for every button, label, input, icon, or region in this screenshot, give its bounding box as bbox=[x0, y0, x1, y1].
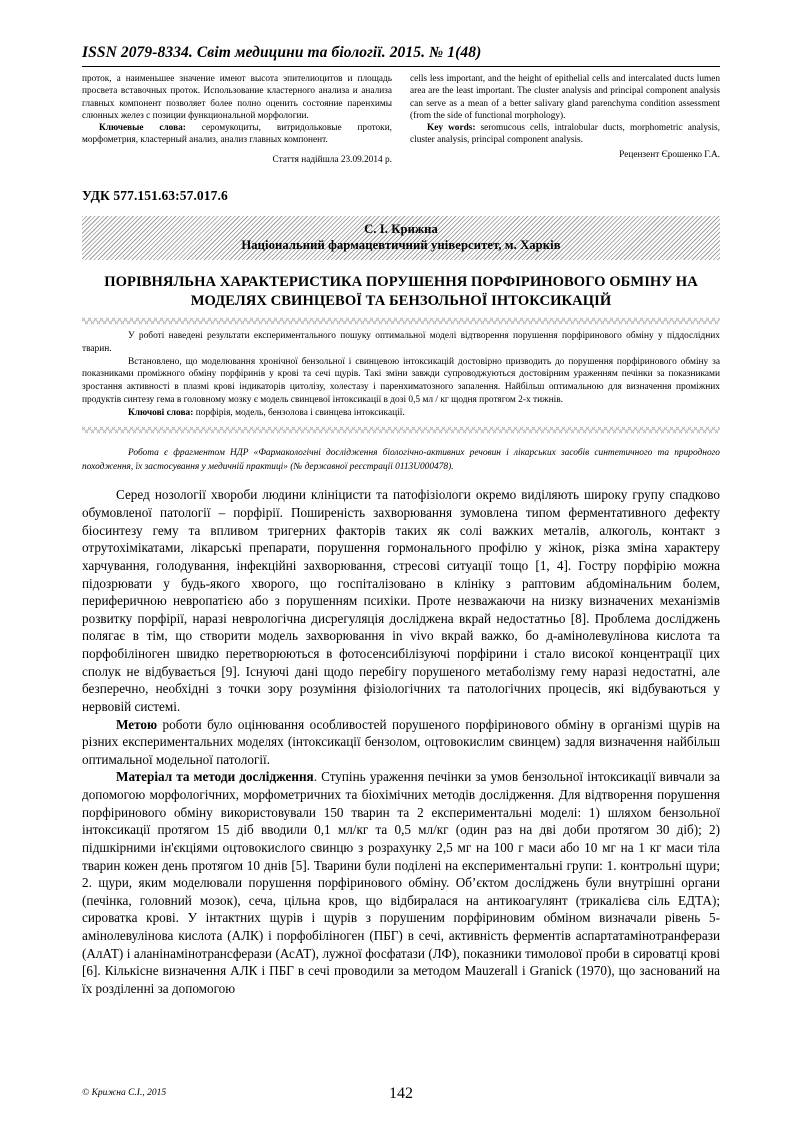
page-title: ПОРІВНЯЛЬНА ХАРАКТЕРИСТИКА ПОРУШЕННЯ ПОРФІРИНОВОГО ОБМІНУ НА МОДЕЛЯХ СВИНЦЕВОЇ ТА БЕНЗОЛЬНОЇ ІНТОКСИКАЦІЙ bbox=[104, 274, 698, 309]
russian-keywords-line bbox=[82, 122, 392, 147]
russian-keywords-label: Ключевые слова: bbox=[99, 123, 186, 134]
udc-code: УДК 577.151.63:57.017.6 bbox=[82, 187, 228, 203]
abstract-keywords-text: порфірія, модель, бензолова і свинцева інтоксикації. bbox=[193, 407, 405, 418]
author-affiliation: Національний фармацевтичний університет, м. Харків bbox=[241, 238, 561, 253]
page-number: 142 bbox=[389, 1085, 413, 1102]
english-abstract-paragraph: cells less important, and the height of epithelial cells and intercalated ducts lumen area are the least important. The cluster analysis and principal component analysis can serve as a mean of a better salivary gland parenchyma condition assessment (from the side of functional morphology). bbox=[410, 74, 720, 121]
methods-lead-in: Матеріал та методи дослідження bbox=[116, 769, 314, 785]
ukrainian-abstract bbox=[82, 330, 720, 419]
abstract-columns bbox=[82, 73, 720, 166]
aim-text: роботи було оцінювання особливостей порушеного порфіринового обміну в організмі щурів на різних експериментальних моделях (інтоксикації бензолом, оцтовокислим свинцем) задля визначення найбільш оптимальної модельної патології. bbox=[82, 716, 720, 767]
wave-divider-bottom bbox=[82, 426, 720, 434]
reviewer-note: Рецензент Єрошенко Г.А. bbox=[619, 149, 720, 160]
english-keywords-label: Key words: bbox=[427, 123, 476, 134]
ndr-note-text: Робота є фрагментом НДР «Фармакологічні дослідження біологічно-активних речовин і лікарських засобів синтетичного та природного походження, їх застосування у медичній практиці» (№ державної реєстрації 0113U000478). bbox=[82, 448, 720, 472]
ndr-funding-note bbox=[82, 447, 720, 474]
author-affiliation-band bbox=[82, 216, 720, 260]
russian-keywords-text: серомукоциты, витридольковые протоки, морфометрия, кластерный анализ, анализ главных компонент. bbox=[82, 123, 392, 146]
russian-abstract-paragraph: проток, а наименьшее значение имеют высота эпителиоцитов и площадь просвета вставочных проток. Использование кластерного анализа и анализа главных компонент позволяет более полно оценить состояние паренхимы слюнных желез с позиции функциональной морфологии. bbox=[82, 74, 392, 121]
body-paragraph-3 bbox=[82, 768, 720, 997]
abstract-paragraph-1: У роботі наведені результати експериментального пошуку оптимальної моделі відтворення порушення порфіринового обміну у піддослідних тварин. bbox=[82, 331, 720, 355]
article-body bbox=[82, 486, 720, 997]
abstract-keywords-line bbox=[82, 407, 720, 420]
header-rule bbox=[82, 66, 720, 67]
abstract-column-english bbox=[410, 73, 720, 166]
body-paragraph-1: Серед нозології хвороби людини клініцисти та патофізіологи окремо виділяють широку групу спадково обумовленої патології – порфірії. Поширеність захворювання зумовлена типом ферментативного дефекту біосинтезу гему та впливом тригерних факторів таких як солі важких металів, алкоголь, контакт з отрутохімікатами, лікарські препарати, порушення гормонального профілю у жінок, різка зміна характеру харчування, голодування, інфекційні захворювання, стресові ситуації тощо [1, 4]. Гостру порфірію можна підозрювати у будь-якого хворого, що госпіталізовано в клініку з раптовим абдомінальним болем, периферичною невропатією або з порушенням психіки. Проте незважаючи на низку визначених механізмів розвитку порфірії, наразі неврологічна дисрегуляція досліджена вкрай недостатньо [8]. Проблема досліджень полягає в тім, що створити модель захворювання in vivo вкрай важко, бо д-амінолевулінова кислота та порфобіліноген швидко перетворюються в фотосенсибілізуючі порфірини і стало високої концентрації цих сполук не відбувається [9]. Існуючі дані щодо перебігу порушеного метаболізму гему наразі недостатні, але безперечно, необхідні з точки зору розуміння фізіологічних та патологічних процесів, які відбуваються у нервовій системі. bbox=[82, 487, 720, 714]
abstract-keywords-label: Ключові слова: bbox=[128, 407, 194, 418]
abstract-column-russian bbox=[82, 73, 392, 166]
copyright-notice: © Крижна С.І., 2015 bbox=[82, 1088, 167, 1098]
body-paragraph-2 bbox=[82, 716, 720, 769]
received-note: Стаття надійшла 23.09.2014 р. bbox=[272, 154, 392, 165]
wave-divider-top bbox=[82, 317, 720, 325]
author-name: С. І. Крижна bbox=[364, 221, 438, 236]
aim-lead-in: Метою bbox=[116, 716, 158, 732]
english-keywords-text: seromucous cells, intralobular ducts, morphometric analysis, cluster analysis, principal component analysis. bbox=[410, 123, 720, 146]
abstract-paragraph-2: Встановлено, що моделювання хронічної бензольної і свинцевою інтоксикацій достовірно призводить до порушення порфіринового обміну за показниками проміжного обміну порфіринів у крові та сечі щурів. Такі зміни завжди супроводжуються достовірним ураженням печінки за показниками зростання активності в плазмі крові індикаторів цитолізу, холестазу і паренхиматозного запалення. Найбільш оптимальною для визначення проміжних продуктів синтезу гема в головному мозку є модель свинцевої інтоксикації в дозі 0,5 мл / кг щодня протягом 2-х тижнів. bbox=[82, 356, 720, 405]
running-head: ISSN 2079-8334. Світ медицини та біології. 2015. № 1(48) bbox=[82, 44, 482, 61]
page-footer bbox=[82, 1085, 720, 1110]
methods-text: . Ступінь ураження печінки за умов бензольної інтоксикації вивчали за допомогою морфологічних, морфометричних та біохімічних методів дослідження. Для відтворення порушення порфіринового обміну використовували 150 тварин та 2 експериментальні моделі: 1) шляхом бензольної інтоксикації протягом 15 діб вводили 0,1 мл/кг та 0,5 мл/кг (один раз на дві доби протягом 30 діб); 2) підшкірними ін'єкціями оцтовокислого свинцю з розрахунку 2,5 мг на 100 г маси або 10 мг на 1 кг маси тіла тварин кожен день протягом 10 днів [5]. Тварини були поділені на експериментальні групи: 1. контрольні щури; 2. щури, яким моделювали порушення порфіринового обміну. Об’єктом досліджень були внутрішні органи (печінка, головний мозок), сеча, цільна кров, що відбиралася на антикоагулянт (трикалієва сіль ЕДТА); сироватка крові. У інтактних щурів і щурів з порушеним порфіриновим обміном визначали рівень 5- амінолевулінова кислота (АЛК) і порфобіліноген (ПБГ) в сечі, активність ферментів аспартатамінотранферази (АлАТ) і аланінамінотрансферази (АсАТ), лужної фосфатази (ЛФ), показники тимолової проби в сироватці крові [6]. Кількісне визначення АЛК і ПБГ в сечі проводили за методом Mauzerall і Granick (1970), що заснований на їх розділенні за допомогою bbox=[82, 769, 720, 996]
english-keywords-line bbox=[410, 122, 720, 147]
